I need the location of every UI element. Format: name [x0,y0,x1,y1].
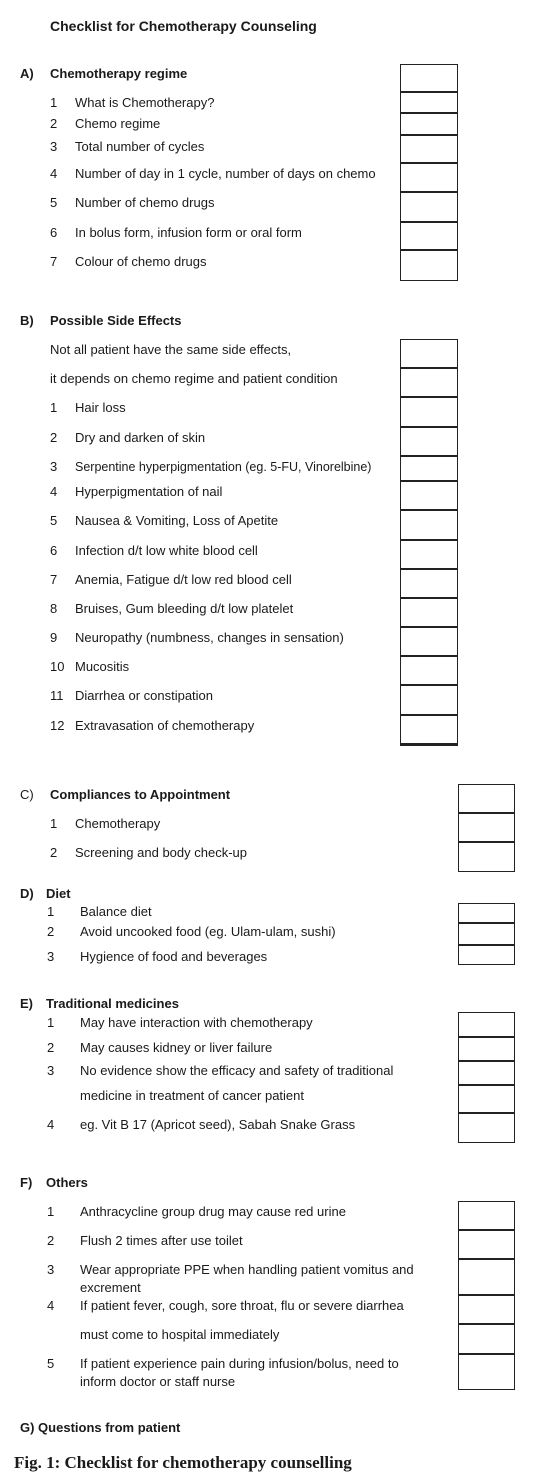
item-text: Chemotherapy [75,816,161,831]
item-number: 3 [47,1262,55,1277]
item-number: 1 [47,904,55,919]
section-letter: C) [20,787,34,802]
item-text: Chemo regime [75,116,161,131]
item-number: 1 [50,95,58,110]
item-number: 7 [50,254,58,269]
checkbox[interactable] [400,427,458,456]
item-text-continued: medicine in treatment of cancer patient [80,1088,305,1103]
item-number: 1 [50,816,58,831]
item-text: Hair loss [75,400,126,415]
checkbox[interactable] [400,397,458,427]
item-text: Mucositis [75,659,130,674]
checkbox[interactable] [458,1324,515,1354]
checkbox[interactable] [400,222,458,250]
item-text-continued: excrement [80,1280,141,1295]
checkbox[interactable] [400,192,458,222]
item-text: Wear appropriate PPE when handling patient vomitus and [80,1262,414,1277]
item-text-continued: must come to hospital immediately [80,1327,280,1342]
checkbox[interactable] [458,1230,515,1259]
checkbox[interactable] [458,1201,515,1230]
item-text: Number of day in 1 cycle, number of days on chemo [75,166,376,181]
item-text: Hyperpigmentation of nail [75,484,223,499]
checkbox[interactable] [400,64,458,92]
item-text: Dry and darken of skin [75,430,206,445]
item-number: 1 [50,400,58,415]
item-text: Balance diet [80,904,152,919]
checkbox[interactable] [400,685,458,715]
item-number: 4 [47,1298,55,1313]
item-number: 5 [47,1356,55,1371]
item-number: 2 [47,1233,55,1248]
section-heading: Chemotherapy regime [50,66,188,81]
checkbox[interactable] [400,510,458,540]
item-number: 2 [47,924,55,939]
item-number: 2 [47,1040,55,1055]
item-number: 4 [50,484,58,499]
item-number: 6 [50,543,58,558]
item-number: 3 [47,949,55,964]
item-number: 1 [47,1015,55,1030]
item-text: Extravasation of chemotherapy [75,718,255,733]
checkbox[interactable] [400,92,458,113]
item-number: 11 [50,688,64,703]
checkbox[interactable] [458,1037,515,1061]
checkbox[interactable] [458,1061,515,1085]
section-heading: Compliances to Appointment [50,787,231,802]
item-text: Number of chemo drugs [75,195,215,210]
item-number: 6 [50,225,58,240]
item-text: If patient experience pain during infusion/bolus, need to [80,1356,399,1371]
page-title: Checklist for Chemotherapy Counseling [50,18,317,34]
checkbox[interactable] [458,923,515,945]
item-number: 2 [50,845,58,860]
figure-caption: Fig. 1: Checklist for chemotherapy counselling [14,1453,352,1472]
item-text: May have interaction with chemotherapy [80,1015,313,1030]
item-text: eg. Vit B 17 (Apricot seed), Sabah Snake Grass [80,1117,356,1132]
item-text: Serpentine hyperpigmentation (eg. 5-FU, Vinorelbine) [75,460,372,474]
checkbox[interactable] [458,842,515,872]
checkbox[interactable] [458,1113,515,1143]
checkbox[interactable] [458,784,515,813]
section-intro: Not all patient have the same side effects, [50,342,292,357]
item-text: Total number of cycles [75,139,205,154]
checkbox[interactable] [400,598,458,627]
item-number: 1 [47,1204,55,1219]
item-number: 4 [50,166,58,181]
checkbox[interactable] [458,1354,515,1390]
checkbox[interactable] [400,113,458,135]
item-number: 4 [47,1117,55,1132]
item-number: 3 [50,459,58,474]
item-text: Avoid uncooked food (eg. Ulam-ulam, sushi) [80,924,336,939]
checkbox[interactable] [400,163,458,192]
item-text: Neuropathy (numbness, changes in sensation) [75,630,344,645]
checkbox[interactable] [400,368,458,397]
item-number: 3 [47,1063,55,1078]
checkbox[interactable] [458,903,515,923]
checkbox[interactable] [400,456,458,481]
item-number: 5 [50,513,58,528]
checkbox[interactable] [458,1012,515,1037]
item-number: 12 [50,718,65,733]
checkbox[interactable] [400,715,458,746]
item-text: In bolus form, infusion form or oral form [75,225,302,240]
section-g-heading: G) Questions from patient [20,1420,181,1435]
checkbox[interactable] [458,1085,515,1113]
checkbox[interactable] [400,135,458,163]
item-text-continued: inform doctor or staff nurse [80,1374,236,1389]
item-text: Anemia, Fatigue d/t low red blood cell [75,572,292,587]
checkbox[interactable] [458,1259,515,1295]
item-number: 2 [50,430,58,445]
item-number: 10 [50,659,65,674]
checkbox[interactable] [400,540,458,569]
section-heading: Possible Side Effects [50,313,182,328]
item-text: Infection d/t low white blood cell [75,543,258,558]
checkbox[interactable] [458,1295,515,1324]
section-heading: Others [46,1175,88,1190]
item-text: Anthracycline group drug may cause red urine [80,1204,346,1219]
item-text: What is Chemotherapy? [75,95,215,110]
item-text: Colour of chemo drugs [75,254,207,269]
item-text: If patient fever, cough, sore throat, flu or severe diarrhea [80,1298,404,1313]
item-number: 2 [50,116,58,131]
item-text: Screening and body check-up [75,845,248,860]
checkbox[interactable] [400,250,458,281]
item-number: 7 [50,572,58,587]
item-number: 9 [50,630,58,645]
item-text: No evidence show the efficacy and safety of traditional [80,1063,394,1078]
checkbox[interactable] [458,813,515,842]
item-number: 8 [50,601,58,616]
section-letter: F) [20,1175,33,1190]
item-text: Nausea & Vomiting, Loss of Apetite [75,513,279,528]
item-number: 3 [50,139,58,154]
section-intro: it depends on chemo regime and patient condition [50,371,338,386]
checkbox[interactable] [400,339,458,368]
item-text: Diarrhea or constipation [75,688,214,703]
section-heading: Diet [46,886,71,901]
section-heading: Traditional medicines [46,996,179,1011]
section-letter: A) [20,66,34,81]
item-text: Flush 2 times after use toilet [80,1233,243,1248]
checkbox[interactable] [400,481,458,510]
section-letter: D) [20,886,34,901]
checkbox[interactable] [400,656,458,685]
item-text: Bruises, Gum bleeding d/t low platelet [75,601,294,616]
checkbox[interactable] [458,945,515,965]
item-text: Hygience of food and beverages [80,949,268,964]
section-letter: E) [20,996,33,1011]
checkbox[interactable] [400,627,458,656]
section-letter: B) [20,313,34,328]
checkbox[interactable] [400,569,458,598]
item-number: 5 [50,195,58,210]
item-text: May causes kidney or liver failure [80,1040,273,1055]
